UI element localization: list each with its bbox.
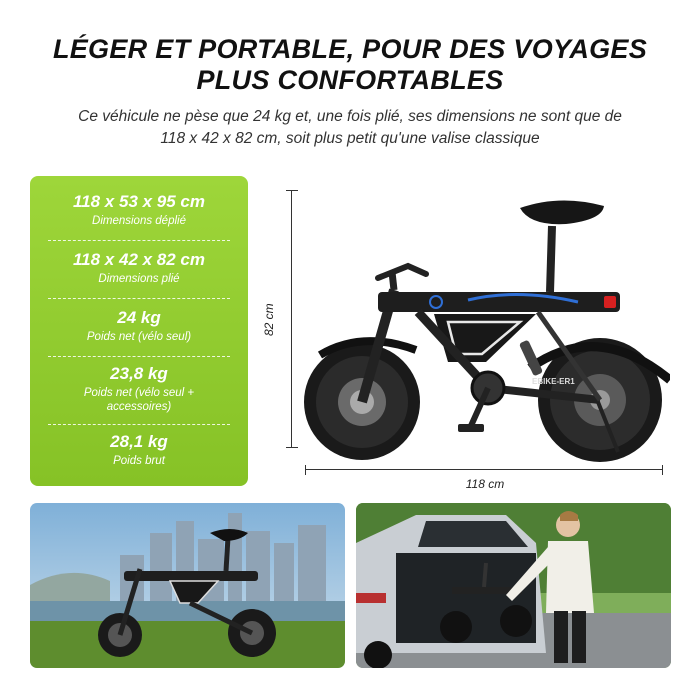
handlebar	[378, 266, 426, 278]
page-title-line-2: PLUS CONFORTABLES	[196, 65, 504, 95]
spec-item-gross-weight	[30, 432, 248, 468]
length-dimension-line	[305, 465, 663, 475]
spec-label: Dimensions plié	[98, 273, 180, 285]
spec-item-folded-size	[30, 250, 248, 286]
page-subtitle-line-2: 118 x 42 x 82 cm, soit plus petit qu'une valise classique	[160, 130, 540, 147]
page-subtitle	[20, 106, 680, 150]
spec-item-net-weight-accessories	[30, 364, 248, 414]
photo-city-lakeside	[30, 503, 345, 668]
spec-label: Dimensions déplié	[92, 215, 186, 227]
page-title	[0, 34, 700, 96]
height-dimension-line	[286, 190, 298, 448]
spec-divider	[48, 424, 230, 425]
seat-post	[550, 226, 552, 292]
spec-value: 23,8 kg	[110, 364, 168, 383]
spec-item-net-weight	[30, 308, 248, 344]
spec-item-unfolded-size	[30, 192, 248, 228]
tail-light	[604, 296, 616, 308]
spec-label-line-2: accessoires)	[106, 401, 172, 413]
spec-value: 28,1 kg	[110, 432, 168, 451]
pedal	[458, 424, 484, 432]
lake	[30, 601, 345, 623]
spec-panel	[30, 176, 248, 486]
spec-label: Poids brut	[113, 455, 165, 467]
spec-label: Poids net (vélo seul)	[86, 331, 192, 343]
frame-brand-label: EBIKE-ER1	[532, 377, 575, 386]
length-dimension-label: 118 cm	[465, 477, 505, 491]
page-title-line-1: LÉGER ET PORTABLE, POUR DES VOYAGES	[52, 34, 648, 64]
spec-label-line-1: Poids net (vélo seul +	[83, 387, 195, 399]
grass	[30, 621, 345, 668]
page-subtitle-line-1: Ce véhicule ne pèse que 24 kg et, une fois plié, ses dimensions ne sont que de	[78, 108, 622, 125]
spec-divider	[48, 240, 230, 241]
spec-divider	[48, 298, 230, 299]
photo-car-trunk	[356, 503, 671, 668]
spec-divider	[48, 356, 230, 357]
saddle	[520, 200, 604, 224]
height-dimension-label: 82 cm	[262, 303, 276, 337]
spec-value: 24 kg	[117, 308, 161, 327]
spec-value: 118 x 53 x 95 cm	[72, 192, 205, 211]
ebike-illustration	[298, 190, 670, 465]
spec-value: 118 x 42 x 82 cm	[72, 250, 205, 269]
